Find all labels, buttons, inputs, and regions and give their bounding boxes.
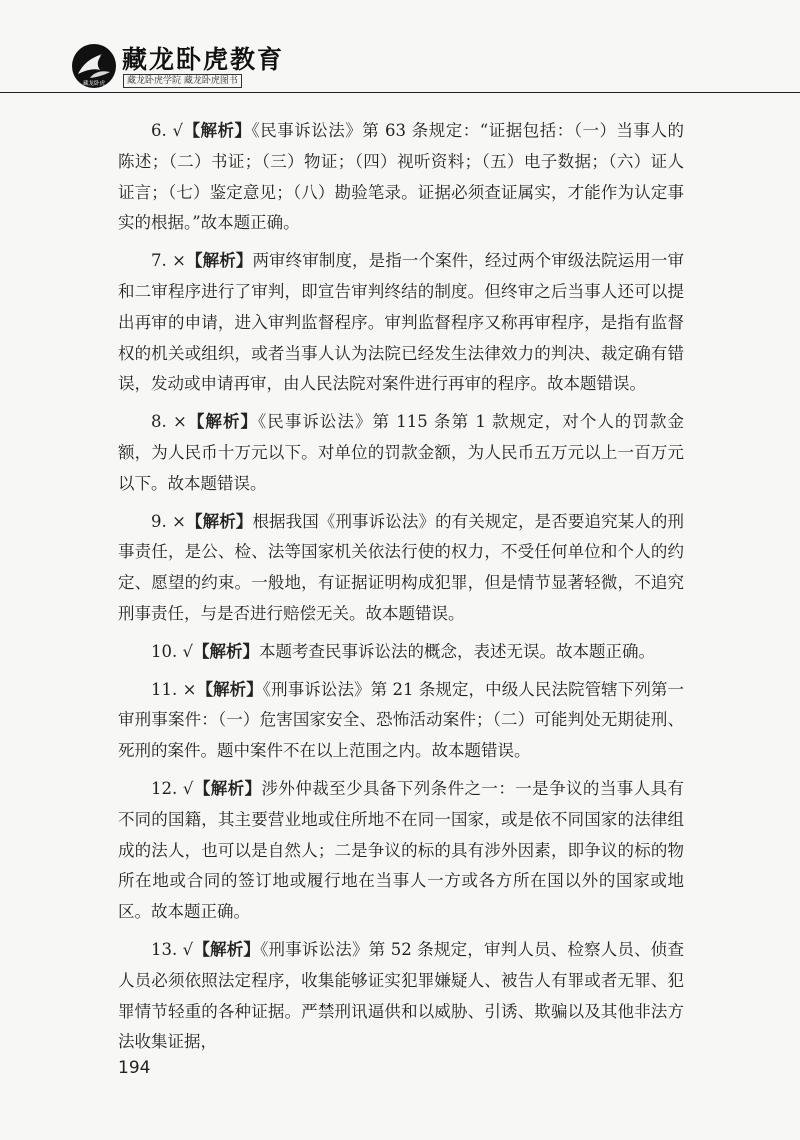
answer-number: 13. √ <box>151 939 194 959</box>
explanation-text: 《民事诉讼法》第 63 条规定：“证据包括：（一）当事人的陈述；（二）书证；（三）物证；（四）视听资料；（五）电子数据；（六）证人证言；（七）鉴定意见；（八）勘验笔录。证据必须查证属实，才能作为认定事实的根据。”故本题正确。 <box>118 121 685 233</box>
explanation-label: 【解析】 <box>185 251 253 271</box>
page-header <box>0 0 800 92</box>
brand-title: 藏龙卧虎教育 <box>122 45 285 74</box>
answer-number: 8. × <box>151 412 187 432</box>
answer-explanations <box>118 116 684 1065</box>
answer-number: 6. √ <box>151 121 184 140</box>
explanation-6 <box>118 116 684 239</box>
explanation-text: 《刑事诉讼法》第 52 条规定，审判人员、检察人员、侦查人员必须依照法定程序，收集能够证实犯罪嫌疑人、被告人有罪或者无罪、犯罪情节轻重的各种证据。严禁刑讯逼供和以威胁、引诱、欺骗以及其他非法方法收集证据， <box>118 939 684 1052</box>
explanation-text: 根据我国《刑事诉讼法》的有关规定，是否要追究某人的刑事责任，是公、检、法等国家机关依法行使的权力，不受任何单位和个人的约定、愿望的约束。一般地，有证据证明构成犯罪，但是情节显著轻微，不追究刑事责任，与是否进行赔偿无关。故本题错误。 <box>118 511 684 623</box>
explanation-8 <box>118 407 684 499</box>
explanation-9 <box>118 507 684 630</box>
answer-number: 11. × <box>151 679 197 699</box>
explanation-label: 【解析】 <box>193 641 259 661</box>
answer-number: 12. √ <box>151 778 194 798</box>
explanation-text: 两审终审制度，是指一个案件，经过两个审级法院运用一审和二审程序进行了审判，即宣告审判终结的制度。但终审之后当事人还可以提出再审的申请，进入审判监督程序。审判监督程序又称再审程序，是指有监督权的机关或组织，或者当事人认为法院已经发生法律效力的判决、裁定确有错误，发动或申请再审，由人民法院对案件进行再审的程序。故本题错误。 <box>118 251 684 394</box>
answer-number: 10. √ <box>151 641 193 661</box>
explanation-label: 【解析】 <box>186 412 259 432</box>
page-number: 194 <box>118 1058 151 1078</box>
tiger-dragon-logo-icon <box>72 44 116 88</box>
answer-number: 9. × <box>151 511 186 531</box>
explanation-text: 涉外仲裁至少具备下列条件之一：一是争议的当事人具有不同的国籍，其主要营业地或住所地不在同一国家，或是依不同国家的法律组成的法人，也可以是自然人；二是争议的标的具有涉外因素，即争议的标的物所在地或合同的签订地或履行地在当事人一方或各方所在国以外的国家或地区。故本题正确。 <box>118 778 685 922</box>
explanation-text: 《民事诉讼法》第 115 条第 1 款规定，对个人的罚款金额，为人民币十万元以下。对单位的罚款金额，为人民币五万元以上一百万元以下。故本题错误。 <box>118 412 684 493</box>
explanation-11 <box>118 675 684 767</box>
header-divider <box>0 92 800 93</box>
explanation-text: 《刑事诉讼法》第 21 条规定，中级人民法院管辖下列第一审刑事案件：（一）危害国家安全、恐怖活动案件；（二）可能判处无期徒刑、死刑的案件。题中案件不在以上范围之内。故本题错误。 <box>118 679 684 761</box>
brand-logo <box>72 44 116 88</box>
explanation-label: 【解析】 <box>196 679 263 699</box>
explanation-label: 【解析】 <box>185 511 253 531</box>
explanation-label: 【解析】 <box>183 121 252 140</box>
explanation-label: 【解析】 <box>193 778 262 798</box>
logo-text: 藏龙卧虎 <box>82 81 106 87</box>
explanation-12 <box>118 774 684 928</box>
brand-subtitle: 藏龙卧虎学院 藏龙卧虎图书 <box>123 74 242 88</box>
explanation-13 <box>118 935 684 1058</box>
explanation-text: 本题考查民事诉讼法的概念，表述无误。故本题正确。 <box>259 641 655 661</box>
explanation-label: 【解析】 <box>193 939 261 959</box>
answer-number: 7. × <box>151 251 186 271</box>
explanation-10 <box>118 637 684 668</box>
explanation-7 <box>118 246 684 400</box>
